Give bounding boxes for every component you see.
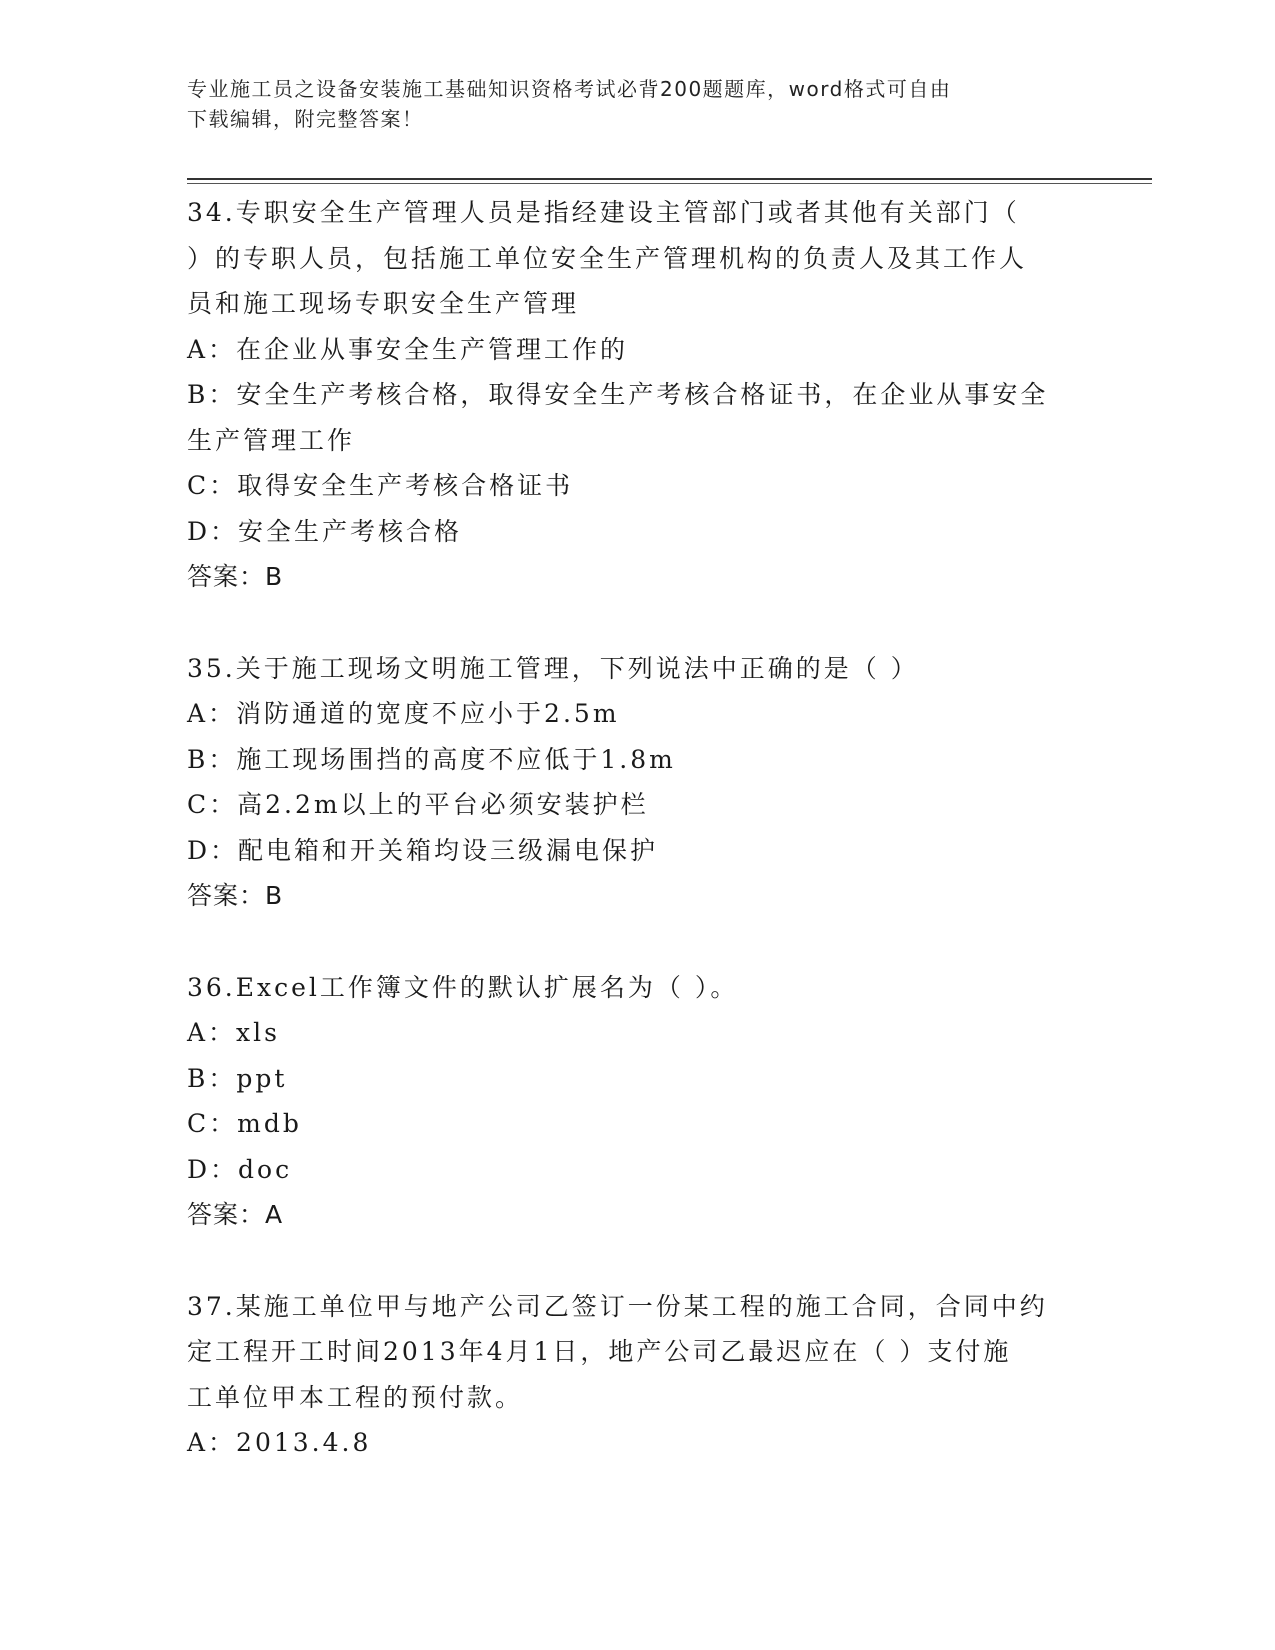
option-line: D：doc [187,1154,293,1184]
question-stem-line: 工单位甲本工程的预付款。 [187,1382,524,1412]
option-line: C：取得安全生产考核合格证书 [187,471,574,500]
question-stem-line: ）的专职人员，包括施工单位安全生产管理机构的负责人及其工作人 [187,243,1028,273]
question-stem-line: 34.专职安全生产管理人员是指经建设主管部门或者其他有关部门（ [187,198,1020,227]
question-block [187,965,1087,1238]
option-line: C：高2.2m以上的平台必须安装护栏 [187,790,649,819]
option-line: D：配电箱和开关箱均设三级漏电保护 [187,835,659,865]
option-line: C：mdb [187,1109,302,1138]
question-spacer [187,1238,1087,1284]
option-line: B：ppt [187,1063,288,1093]
header-divider-thick [187,178,1152,180]
question-stem-line: 37.某施工单位甲与地产公司乙签订一份某工程的施工合同，合同中约 [187,1291,1048,1321]
option-line: B：施工现场围挡的高度不应低于1.8m [187,744,676,774]
option-line: D：安全生产考核合格 [187,516,463,546]
question-stem-line: 36.Excel工作簿文件的默认扩展名为（ ）。 [187,972,739,1002]
header-line-1: 专业施工员之设备安装施工基础知识资格考试必背200题题库，word格式可自由 [187,77,952,101]
option-line: A：xls [187,1018,280,1047]
question-block [187,190,1087,600]
question-spacer [187,600,1087,646]
question-spacer [187,919,1087,965]
answer-line: 答案：B [187,881,284,910]
answer-line: 答案：B [187,562,284,591]
question-stem-line: 35.关于施工现场文明施工管理，下列说法中正确的是（ ） [187,653,919,683]
option-line: A：2013.4.8 [187,1428,372,1457]
question-stem-line: 定工程开工时间2013年4月1日，地产公司乙最迟应在（ ）支付施 [187,1337,1012,1366]
header-line-2: 下载编辑，附完整答案！ [187,107,424,131]
question-block [187,646,1087,919]
option-line: 生产管理工作 [187,425,356,455]
header-divider-thin [187,183,1152,184]
question-block [187,1284,1087,1466]
document-header [187,74,1067,134]
option-line: A：消防通道的宽度不应小于2.5m [187,699,620,728]
option-line: B：安全生产考核合格，取得安全生产考核合格证书，在企业从事安全 [187,380,1049,409]
question-stem-line: 员和施工现场专职安全生产管理 [187,289,580,318]
answer-line: 答案：A [187,1200,284,1229]
option-line: A：在企业从事安全生产管理工作的 [187,334,629,364]
question-list [187,190,1087,1466]
